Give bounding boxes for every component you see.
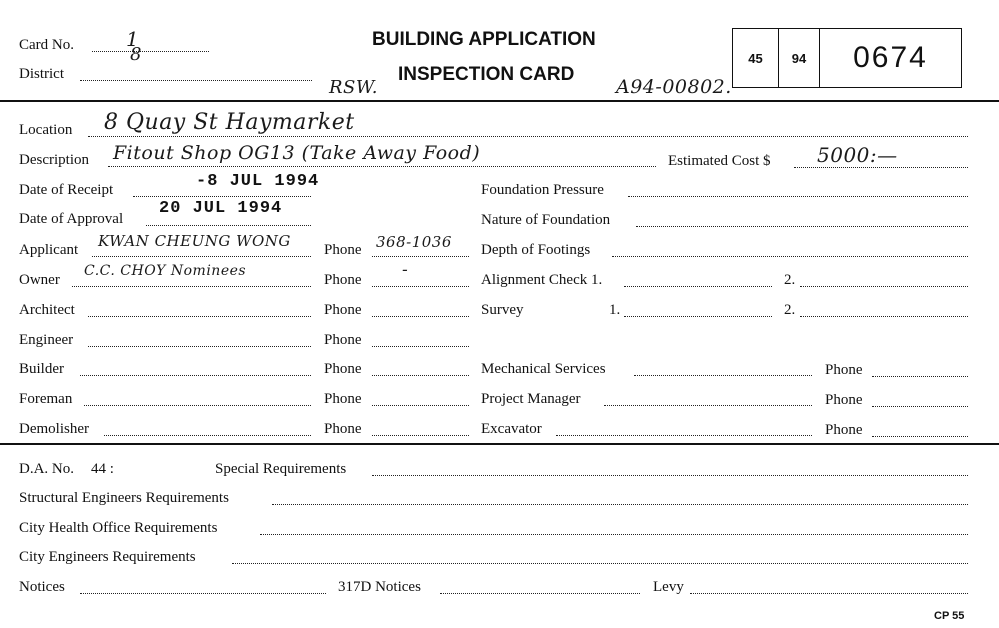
architect-label: Architect xyxy=(19,302,75,318)
owner-phone-line xyxy=(372,286,469,287)
special-requirements-label: Special Requirements xyxy=(215,461,347,477)
date-receipt-stamp: -8 JUL 1994 xyxy=(196,172,320,191)
depth-footings-label: Depth of Footings xyxy=(481,242,591,258)
box-code-b: 94 xyxy=(779,29,820,87)
district-value: 8 xyxy=(130,44,142,65)
date-approval-label: Date of Approval xyxy=(19,211,124,227)
excavator-phone-label: Phone xyxy=(825,422,863,438)
applicant-phone-line xyxy=(372,256,469,257)
builder-label: Builder xyxy=(19,361,64,377)
demolisher-phone-line xyxy=(372,435,469,436)
nature-foundation-label: Nature of Foundation xyxy=(481,212,611,228)
district-line xyxy=(80,80,312,81)
owner-phone-label: Phone xyxy=(324,272,362,288)
demolisher-line xyxy=(104,435,311,436)
demolisher-label: Demolisher xyxy=(19,421,89,437)
project-manager-line xyxy=(604,405,812,406)
requirements-divider xyxy=(0,443,999,445)
survey-line-2 xyxy=(800,316,968,317)
foundation-pressure-line xyxy=(628,196,968,197)
owner-line xyxy=(72,286,311,287)
survey-label: Survey xyxy=(481,302,524,318)
form-title-line2: INSPECTION CARD xyxy=(398,64,575,85)
mechanical-services-line xyxy=(634,375,812,376)
engineer-phone-line xyxy=(372,346,469,347)
notices-317d-label: 317D Notices xyxy=(338,579,421,595)
builder-phone-line xyxy=(372,375,469,376)
foundation-pressure-label: Foundation Pressure xyxy=(481,182,604,198)
location-label: Location xyxy=(19,122,73,138)
levy-line xyxy=(690,593,968,594)
city-engineers-label: City Engineers Requirements xyxy=(19,549,196,565)
form-code: CP 55 xyxy=(934,610,965,622)
applicant-phone-label: Phone xyxy=(324,242,362,258)
date-approval-line xyxy=(146,225,311,226)
architect-phone-label: Phone xyxy=(324,302,362,318)
alignment-check-2-label: 2. xyxy=(784,272,796,288)
card-number-boxes xyxy=(732,28,962,88)
applicant-line xyxy=(92,256,311,257)
applicant-label: Applicant xyxy=(19,242,79,258)
description-label: Description xyxy=(19,152,89,168)
district-label: District xyxy=(19,66,64,82)
date-approval-stamp: 20 JUL 1994 xyxy=(159,199,283,218)
owner-phone-value: - xyxy=(402,260,409,280)
excavator-label: Excavator xyxy=(481,421,542,437)
project-manager-phone-label: Phone xyxy=(825,392,863,408)
da-no-value: 44 : xyxy=(91,461,114,477)
foreman-label: Foreman xyxy=(19,391,73,407)
mechanical-phone-line xyxy=(872,376,968,377)
foreman-phone-label: Phone xyxy=(324,391,362,407)
description-line xyxy=(108,166,656,167)
depth-footings-line xyxy=(612,256,968,257)
builder-line xyxy=(80,375,311,376)
special-requirements-line xyxy=(372,475,968,476)
estimated-cost-line xyxy=(794,167,968,168)
owner-label: Owner xyxy=(19,272,60,288)
excavator-line xyxy=(556,435,812,436)
da-no-label: D.A. No. xyxy=(19,461,74,477)
demolisher-phone-label: Phone xyxy=(324,421,362,437)
notices-label: Notices xyxy=(19,579,65,595)
architect-phone-line xyxy=(372,316,469,317)
location-value: 8 Quay St Haymarket xyxy=(104,110,355,135)
excavator-phone-line xyxy=(872,436,968,437)
header-divider xyxy=(0,100,999,102)
engineer-line xyxy=(88,346,311,347)
structural-requirements-line xyxy=(272,504,968,505)
description-value: Fitout Shop OG13 (Take Away Food) xyxy=(113,142,481,164)
box-code-a: 45 xyxy=(733,29,779,87)
engineer-phone-label: Phone xyxy=(324,332,362,348)
project-manager-phone-line xyxy=(872,406,968,407)
estimated-cost-label: Estimated Cost $ xyxy=(668,153,771,169)
mechanical-services-label: Mechanical Services xyxy=(481,361,606,377)
card-no-label: Card No. xyxy=(19,37,74,53)
estimated-cost-value: 5000:— xyxy=(817,143,898,167)
foreman-line xyxy=(84,405,311,406)
date-receipt-label: Date of Receipt xyxy=(19,182,114,198)
foreman-phone-line xyxy=(372,405,469,406)
survey-1-label: 1. xyxy=(609,302,621,318)
health-requirements-label: City Health Office Requirements xyxy=(19,520,218,536)
alignment-check-label: Alignment Check 1. xyxy=(481,272,603,288)
card-no-value: 1 xyxy=(126,27,140,51)
builder-phone-label: Phone xyxy=(324,361,362,377)
rsw-note: RSW. xyxy=(329,77,378,98)
application-reference: A94-00802. xyxy=(616,76,732,98)
alignment-check-line-2 xyxy=(800,286,968,287)
survey-line-1 xyxy=(624,316,772,317)
owner-value: C.C. CHOY Nominees xyxy=(84,263,247,279)
engineer-label: Engineer xyxy=(19,332,74,348)
health-requirements-line xyxy=(260,534,968,535)
notices-317d-line xyxy=(440,593,640,594)
applicant-phone-value: 368-1036 xyxy=(376,233,452,251)
alignment-check-line-1 xyxy=(624,286,772,287)
notices-line xyxy=(80,593,326,594)
box-card-number: 0674 xyxy=(853,41,928,74)
city-engineers-line xyxy=(232,563,968,564)
survey-2-label: 2. xyxy=(784,302,796,318)
structural-requirements-label: Structural Engineers Requirements xyxy=(19,490,229,506)
levy-label: Levy xyxy=(653,579,684,595)
card-no-line xyxy=(92,51,209,52)
nature-foundation-line xyxy=(636,226,968,227)
date-receipt-line xyxy=(133,196,311,197)
architect-line xyxy=(88,316,311,317)
location-line xyxy=(88,136,968,137)
project-manager-label: Project Manager xyxy=(481,391,581,407)
applicant-value: KWAN CHEUNG WONG xyxy=(98,232,291,250)
mechanical-phone-label: Phone xyxy=(825,362,863,378)
form-title-line1: BUILDING APPLICATION xyxy=(372,29,596,50)
